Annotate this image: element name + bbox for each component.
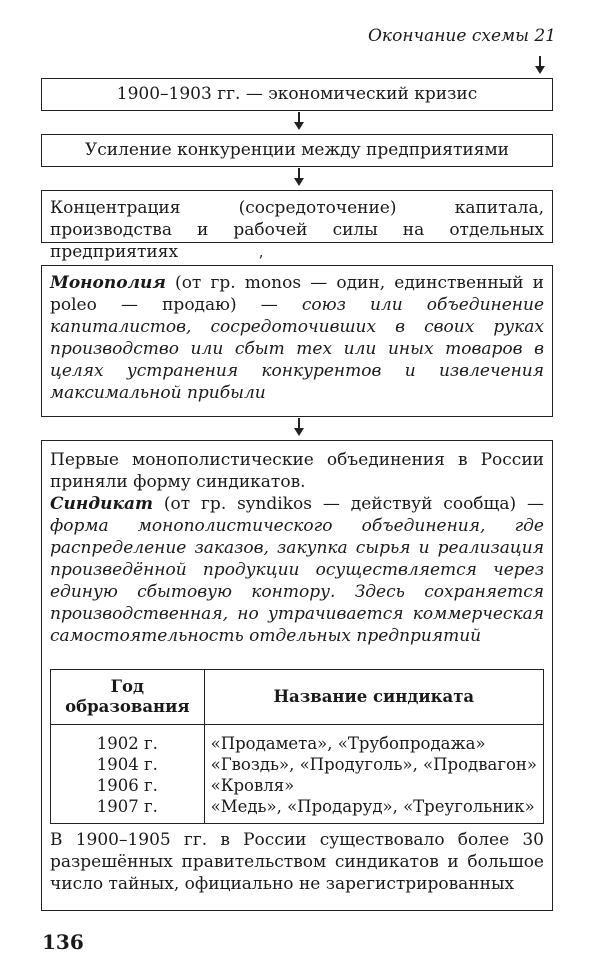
syndicate-box (41, 440, 553, 911)
header-name: Название синдиката (204, 670, 543, 725)
year-3: 1906 г. (96, 776, 158, 795)
arrow-3 (298, 168, 300, 184)
syndicate-etymology: (от гр. syndikos — действуй сообща) — (152, 494, 544, 514)
names-cell (204, 725, 543, 824)
competition-box: Усиление конкуренции между предприятиями (41, 134, 553, 167)
syndicate-intro: Первые монополистические объединения в России приняли форму синдикатов. (50, 450, 544, 492)
arrow-4 (298, 418, 300, 434)
monopoly-paragraph (50, 272, 544, 404)
arrow-1 (539, 56, 541, 72)
year-1: 1902 г. (96, 734, 158, 753)
syndicate-name-1: «Продамета», «Трубопродажа» (210, 734, 486, 753)
table-row (51, 725, 544, 824)
decorative-mark: ʼ (258, 252, 263, 270)
header-year: Год образования (51, 670, 205, 725)
scheme-caption: Окончание схемы 21 (368, 26, 556, 46)
syndicate-name-4: «Медь», «Продаруд», «Треугольник» (210, 797, 535, 816)
syndicate-term: Синдикат (50, 494, 153, 514)
syndicate-table (50, 669, 544, 824)
monopoly-definition: союз или объединение капиталистов, сосредоточивших в своих руках производство или сбыт тех или иных товаров в целях устранения конкурентов и извлечения максимальной прибыли (50, 295, 545, 403)
year-4: 1907 г. (96, 797, 158, 816)
syndicate-name-3: «Кровля» (210, 776, 295, 795)
monopoly-etymology: (от гр. monos — один, единственный и poleo — продаю) — (50, 273, 544, 315)
monopoly-term: Монополия (50, 273, 166, 293)
arrow-2 (298, 112, 300, 128)
page-number: 136 (42, 930, 84, 954)
concentration-box: Концентрация (сосредоточение) капитала, производства и рабочей силы на отдельных предприятиях (41, 190, 553, 243)
monopoly-box (41, 265, 553, 417)
syndicate-paragraph (50, 493, 544, 647)
syndicate-name-2: «Гвоздь», «Продуголь», «Продвагон» (210, 755, 537, 774)
years-cell (51, 725, 205, 824)
syndicate-outro: В 1900–1905 гг. в России существовало более 30 разрешённых правительством синдикатов и большое число тайных, официально не зарегистрированных (50, 830, 544, 894)
syndicate-definition: форма монополистического объединения, где распределение заказов, закупка сырья и реализация произведённой продукции осуществляется через единую сбытовую контору. Здесь сохраняется производственная, но утрачивается коммерческая самостоятельность отдельных предприятий (50, 516, 544, 646)
year-2: 1904 г. (96, 755, 158, 774)
crisis-box: 1900–1903 гг. — экономический кризис (41, 78, 553, 111)
